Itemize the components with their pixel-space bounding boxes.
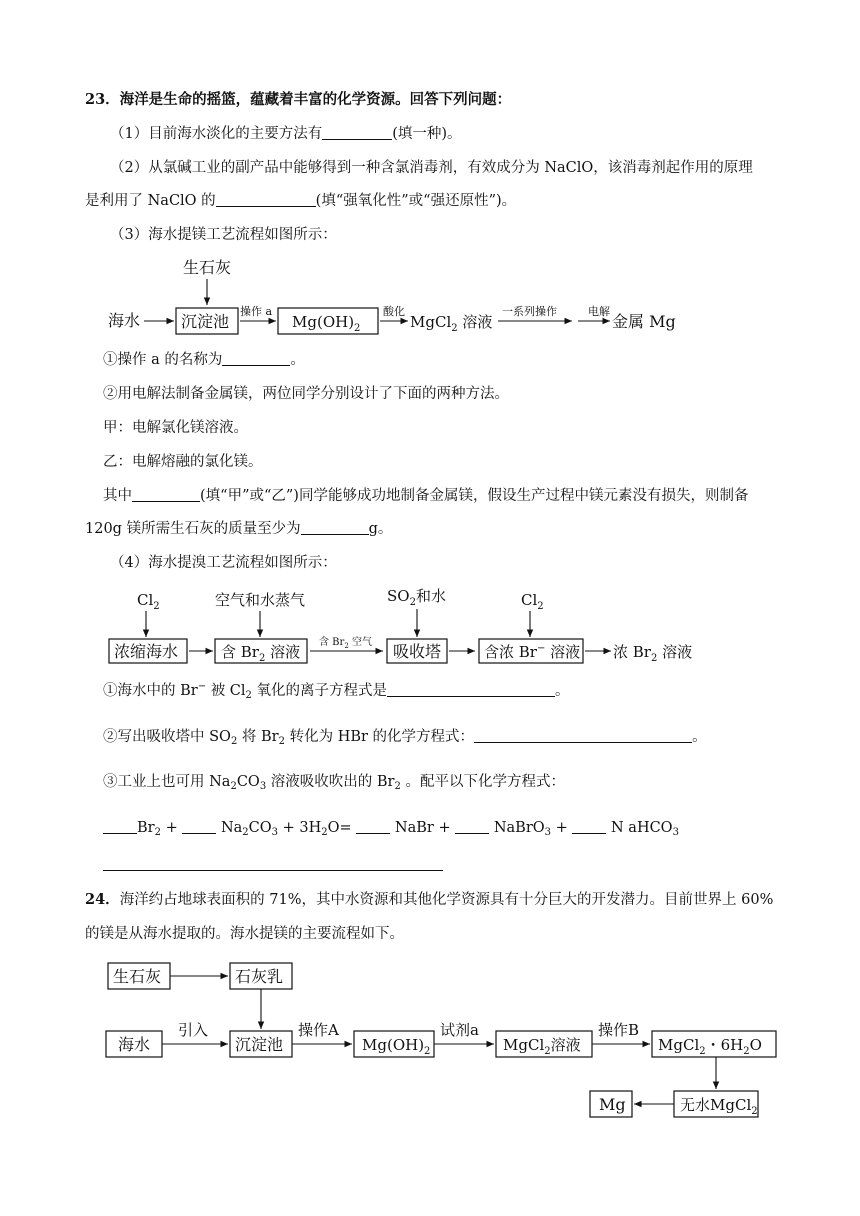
quicklime-label: 生石灰 (113, 967, 162, 986)
coefficient-blank[interactable] (572, 818, 606, 834)
q24-line2: 的镁是从海水提取的。海水提镁的主要流程如下。 (85, 926, 404, 942)
concentrated-seawater-label: 浓缩海水 (114, 642, 179, 661)
answer-line[interactable] (103, 870, 443, 871)
q23-sub1: ①操作 a 的名称为 。 (103, 352, 305, 368)
reagent-a-label: 试剂a (440, 1021, 479, 1039)
answer-blank[interactable] (132, 486, 200, 502)
q24-line1: 24．海洋约占地球表面积的 71%，其中水资源和其他化学资源具有十分巨大的开发潜力。目前世界上 60% (85, 891, 774, 908)
q23-part3: （3）海水提镁工艺流程如图所示： (110, 227, 337, 243)
coefficient-blank[interactable] (356, 818, 390, 834)
answer-blank[interactable] (301, 519, 369, 535)
mgcl2-solution-label: MgCl$_2$溶液 (503, 1036, 581, 1057)
op-a-label: 操作A (298, 1021, 339, 1039)
lime-milk-label: 石灰乳 (235, 967, 284, 986)
coefficient-blank[interactable] (455, 818, 489, 834)
q23-method-yi: 乙：电解熔融的氯化镁。 (103, 454, 263, 470)
q23-sub2: ②用电解法制备金属镁，两位同学分别设计了下面的两种方法。 (103, 386, 509, 402)
so2-water-label: $SO_2$和水 (387, 587, 446, 608)
absorption-tower-label: 吸收塔 (393, 642, 442, 661)
mg-flow-diagram-2 (100, 955, 790, 1125)
cl2-label-2: $Cl_2$ (521, 591, 544, 612)
br2-air-label: 含 $Br_2$ 空气 (319, 637, 372, 650)
quicklime-label: 生石灰 (183, 258, 232, 277)
q23-choice-line2: 120g 镁所需生石灰的质量至少为 g。 (85, 521, 393, 537)
q23-part1: （1）目前海水淡化的主要方法有 (填一种)。 (110, 126, 462, 142)
coefficient-blank[interactable] (103, 818, 137, 834)
tank-label: 沉淀池 (181, 312, 230, 331)
q23-f2: ②写出吸收塔中 $SO_2$ 将 $Br_2$ 转化为 HBr 的化学方程式： 。 (103, 729, 707, 747)
q23-part2-line2: 是利用了 NaClO 的 (填“强氧化性”或“强还原性”)。 (85, 193, 517, 209)
coefficient-blank[interactable] (182, 818, 216, 834)
introduce-label: 引入 (178, 1021, 209, 1039)
seawater-label: 海水 (118, 1035, 151, 1054)
metal-mg-label: 金属 Mg (612, 312, 676, 331)
answer-blank[interactable] (322, 124, 392, 140)
answer-blank[interactable] (387, 681, 555, 697)
br-minus-solution-label: 含浓 Br− 溶液 (484, 643, 581, 661)
final-br2-label: 浓 $Br_2$ 溶液 (613, 643, 693, 664)
answer-blank[interactable] (474, 727, 692, 743)
cl2-label: $Cl_2$ (137, 591, 160, 612)
op-a-label: 操作 a (240, 305, 273, 318)
electrolysis-label: 电解 (588, 305, 610, 318)
q23-choice-line1: 其中 (填“甲”或“乙”)同学能够成功地制备金属镁，假设生产过程中镁元素没有损失，则制备 (103, 488, 749, 504)
hydrate-label: MgCl$_2$・$6H_2O$ (658, 1036, 762, 1057)
answer-blank[interactable] (216, 191, 316, 207)
mgoh2-label: $Mg(OH)_2$ (362, 1036, 431, 1057)
tank-label: 沉淀池 (235, 1035, 284, 1054)
q23-part2-line1: （2）从氯碱工业的副产品中能够得到一种含氯消毒剂，有效成分为 NaClO，该消毒剂起作用的原理 (110, 160, 753, 176)
q23-intro: 23．海洋是生命的摇篮，蕴藏着丰富的化学资源。回答下列问题： (85, 91, 512, 108)
q23-method-jia: 甲：电解氯化镁溶液。 (103, 420, 248, 436)
q23-part4: （4）海水提溴工艺流程如图所示： (110, 555, 337, 571)
mgoh2-label: $Mg(OH)_2$ (292, 313, 361, 334)
mg-label: Mg (599, 1095, 626, 1114)
mgcl2-solution-label: MgCl$_2$ 溶液 (410, 313, 493, 334)
br-flow-diagram (105, 585, 715, 667)
air-steam-label: 空气和水蒸气 (215, 591, 306, 609)
op-b-label: 操作B (598, 1021, 640, 1039)
br2-solution-label: 含 $Br_2$ 溶液 (221, 643, 301, 664)
q23-f1: ①海水中的 Br− 被 $Cl_2$ 氧化的离子方程式是 。 (103, 681, 570, 701)
seawater-label: 海水 (108, 311, 141, 330)
acidify-label: 酸化 (383, 305, 405, 318)
q23-equation: $Br_2 + Na_2CO_3 + 3H_2O=$ NaBr + NaBrO$_3$ + N aHCO$_3$ (103, 818, 679, 838)
answer-blank[interactable] (222, 350, 290, 366)
q23-f3: ③工业上也可用 $Na_2CO_3$ 溶液吸收吹出的 $Br_2$ 。配平以下化学方程式： (103, 774, 565, 792)
mg-flow-diagram-1 (100, 255, 700, 337)
series-ops-label: 一系列操作 (502, 305, 557, 318)
anhydrous-label: 无水MgCl$_2$ (680, 1096, 758, 1117)
